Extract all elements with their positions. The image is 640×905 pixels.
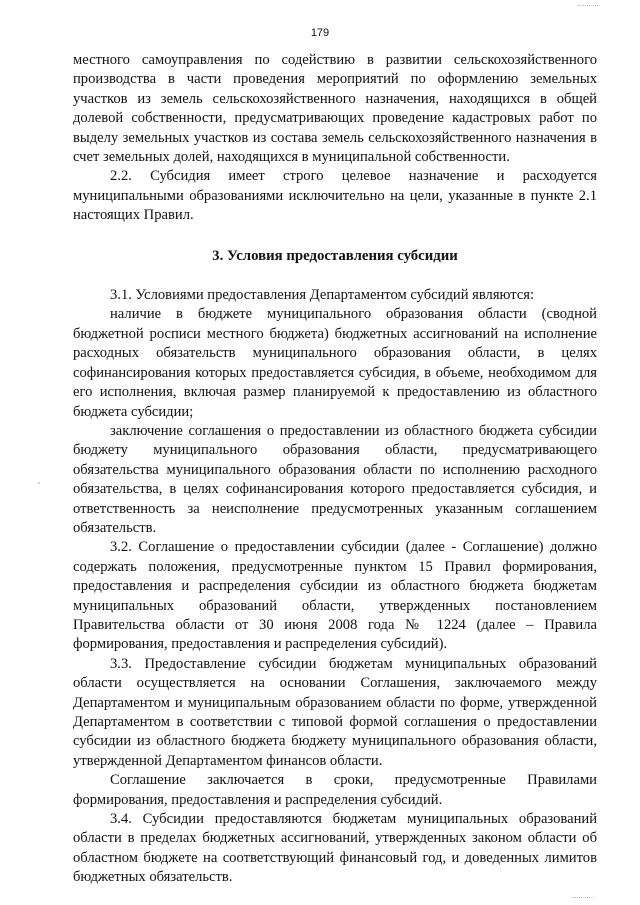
paragraph-3-4: 3.4. Субсидии предоставляются бюджетам муниципальных образований области в пределах бюджетных ассигнований, утвержденных законом области об областном бюджете на соответствующий финансовый год, и доведенных лимитов бюджетных обязательств. xyxy=(73,811,597,886)
paragraph-condition-agreement: заключение соглашения о предоставлении из областного бюджета субсидии бюджету муниципального образования области, предусматривающего обязательства муниципального образования области по исполнению расходного обязательства, в целях софинансирования которого предоставляется субсидия, и ответственность за неисполнение предусмотренных указанным соглашением обязательств. xyxy=(73,422,597,536)
paragraph-3-1: 3.1. Условиями предоставления Департаментом субсидий являются: xyxy=(110,287,535,304)
page-number: 179 xyxy=(310,27,330,39)
scan-mark-bottom xyxy=(572,897,594,899)
paragraph-3-3: 3.3. Предоставление субсидии бюджетам муниципальных образований области осуществляется на основании Соглашения, заключаемого между Департаментом и муниципальным образованием области по форме, утвержденной Департаментом в соответствии с типовой формой соглашения о предоставлении субсидии из областного бюджета бюджету муниципального образования области, утвержденной Департаментом финансов области. xyxy=(73,655,597,769)
paragraph-condition-budget: наличие в бюджете муниципального образования области (сводной бюджетной росписи местного бюджета) бюджетных ассигнований на исполнение расходных обязательств муниципального образования области, в целях софинансирования которых предоставляется субсидия, в объеме, необходимом для его исполнения, включая размер планируемой к предоставлению из областного бюджета субсидии; xyxy=(73,306,597,420)
paragraph-3-2: 3.2. Соглашение о предоставлении субсидии (далее - Соглашение) должно содержать положения, предусмотренные пунктом 15 Правил формирования, предоставления и распределения субсидии из областного бюджета бюджетам муниципальных образований области, утвержденных постановлением Правительства области от 30 июня 2008 года № 1224 (далее – Правила формирования, предоставления и распределения субсидий). xyxy=(73,539,597,653)
paragraph-continuation: местного самоуправления по содействию в развитии сельскохозяйственного производства в части проведения мероприятий по оформлению земельных участков из земель сельскохозяйственного назначения, находящихся в общей долевой собственности, предусматривающих проведение кадастровых работ по выделу земельных участков из состава земель сельскохозяйственного назначения в счет земельных долей, находящихся в муниципальной собственности. xyxy=(73,52,597,166)
scan-mark-top xyxy=(578,5,600,7)
section-heading: 3. Условия предоставления субсидии xyxy=(212,247,458,264)
document-body xyxy=(73,51,597,888)
paragraph-agreement-terms: Соглашение заключается в сроки, предусмотренные Правилами формирования, предоставления и распределения субсидий. xyxy=(73,772,597,808)
scan-speck xyxy=(38,482,40,484)
paragraph-2-2: 2.2. Субсидия имеет строго целевое назначение и расходуется муниципальными образованиями исключительно на цели, указанные в пункте 2.1 настоящих Правил. xyxy=(73,168,597,224)
